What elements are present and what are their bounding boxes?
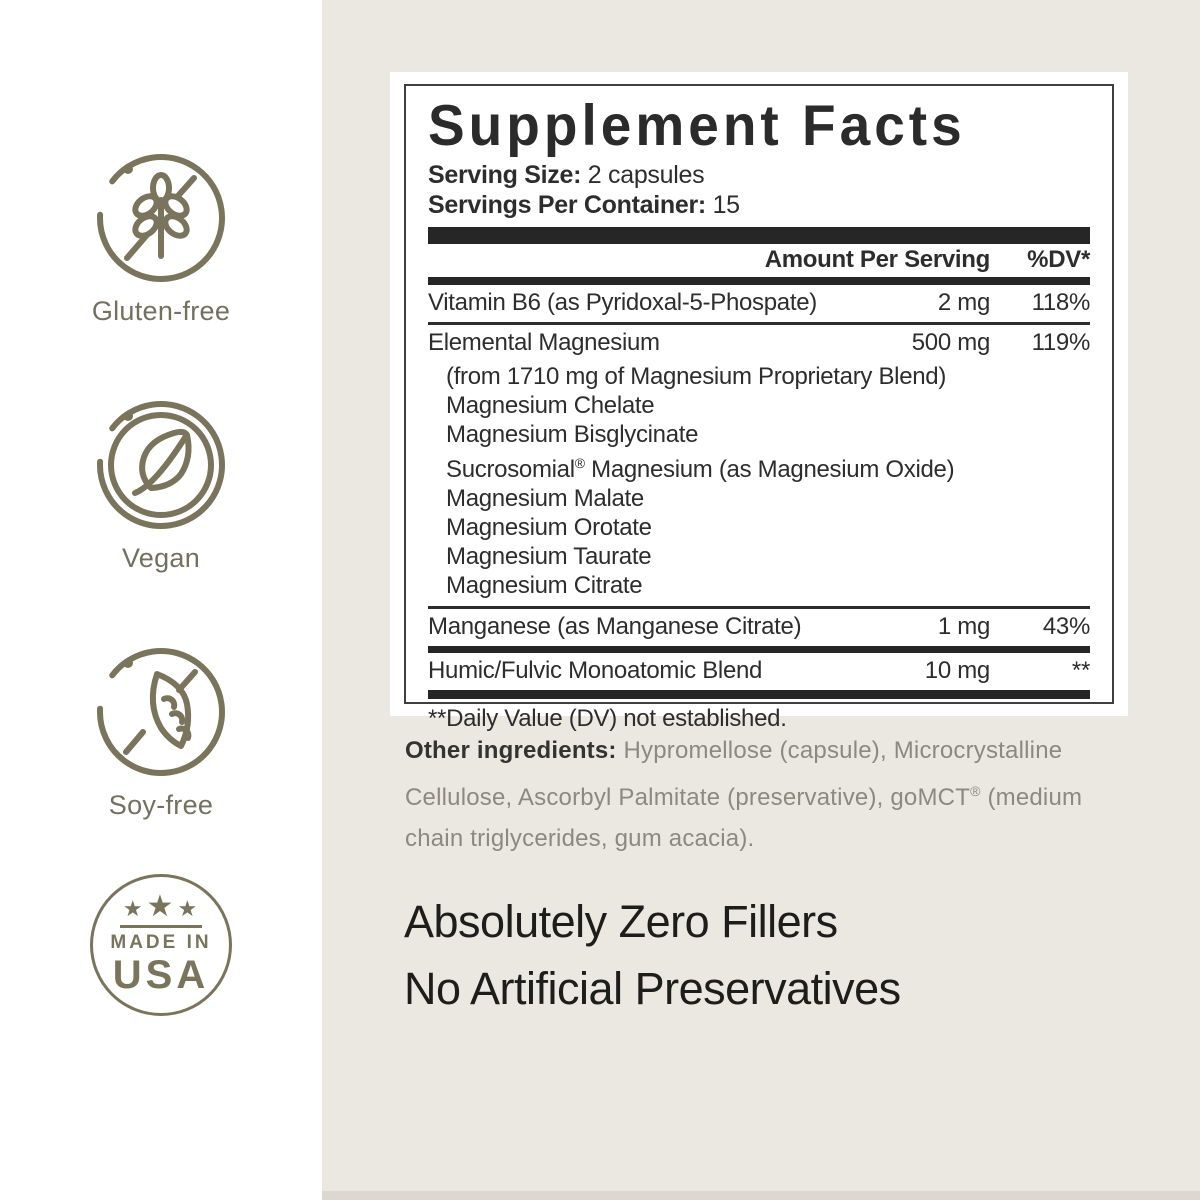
leaf-icon	[91, 395, 231, 535]
dv-header: %DV*	[1027, 246, 1090, 273]
divider-thick-bottom	[428, 690, 1090, 699]
nutrient-row-elemental-magnesium: Elemental Magnesium 500 mg 119%	[428, 329, 1090, 356]
amount-per-serving-header: Amount Per Serving	[764, 246, 990, 273]
no-soy-icon	[91, 642, 231, 782]
no-wheat-icon	[91, 148, 231, 288]
blend-item: (from 1710 mg of Magnesium Proprietary Blend)	[446, 363, 947, 390]
claim-no-preservatives: No Artificial Preservatives	[404, 963, 901, 1014]
servings-per-container-line	[428, 190, 1090, 220]
divider-thick-top	[428, 227, 1090, 244]
nutrient-row-manganese: Manganese (as Manganese Citrate) 1 mg 43%	[428, 613, 1090, 640]
blend-item: Sucrosomial® Magnesium (as Magnesium Oxide)	[446, 455, 955, 483]
badge-vegan	[0, 395, 322, 574]
divider-header	[428, 277, 1090, 285]
badge-made-in-usa	[0, 874, 322, 1016]
made-in-usa-seal-icon	[90, 874, 232, 1016]
servings-per-container-label: Servings Per Container:	[428, 191, 706, 219]
stars-icon: ★ ★ ★	[122, 890, 200, 923]
badge-label-soy-free: Soy-free	[108, 790, 214, 820]
other-ingredients-label: Other ingredients:	[405, 737, 617, 764]
nutrient-row-vitamin-b6: Vitamin B6 (as Pyridoxal-5-Phospate) 2 mg 118%	[428, 289, 1090, 316]
made-in-text: MADE IN	[110, 932, 212, 953]
blend-item: Magnesium Taurate	[446, 543, 652, 570]
supplement-facts-card	[390, 72, 1128, 732]
badge-gluten-free	[0, 148, 322, 327]
column-header-row	[428, 244, 1090, 277]
supplement-facts-panel	[404, 84, 1114, 732]
nutrient-row-humic-fulvic: Humic/Fulvic Monoatomic Blend 10 mg **	[428, 657, 1090, 684]
serving-size-line	[428, 160, 1090, 190]
dv-footnote: **Daily Value (DV) not established.	[428, 705, 787, 732]
serving-size-label: Serving Size:	[428, 161, 582, 189]
blend-item: Magnesium Chelate	[446, 392, 655, 419]
divider-medium-1	[428, 646, 1090, 653]
seal-divider	[120, 925, 202, 928]
badge-label-vegan: Vegan	[121, 543, 201, 573]
other-ingredients-text: Other ingredients: Hypromellose (capsule), Microcrystalline Cellulose, Ascorbyl Palmitate (preservative), goMCT® (medium chain triglycerides, gum acacia).	[405, 737, 1083, 852]
bottom-shadow-strip	[322, 1191, 1200, 1200]
blend-item: Magnesium Citrate	[446, 572, 643, 599]
badge-label-gluten-free: Gluten-free	[91, 296, 231, 326]
servings-per-container-value: 15	[712, 191, 740, 219]
badge-soy-free	[0, 642, 322, 821]
blend-item: Magnesium Bisglycinate	[446, 421, 699, 448]
magnesium-blend-list	[428, 362, 1090, 606]
claim-zero-fillers: Absolutely Zero Fillers	[404, 896, 838, 947]
panel-title: Supplement Facts	[428, 92, 966, 158]
usa-text: USA	[112, 953, 210, 997]
blend-item: Magnesium Orotate	[446, 514, 652, 541]
blend-item: Magnesium Malate	[446, 485, 644, 512]
marketing-claims	[404, 888, 901, 1022]
serving-size-value: 2 capsules	[587, 161, 705, 189]
